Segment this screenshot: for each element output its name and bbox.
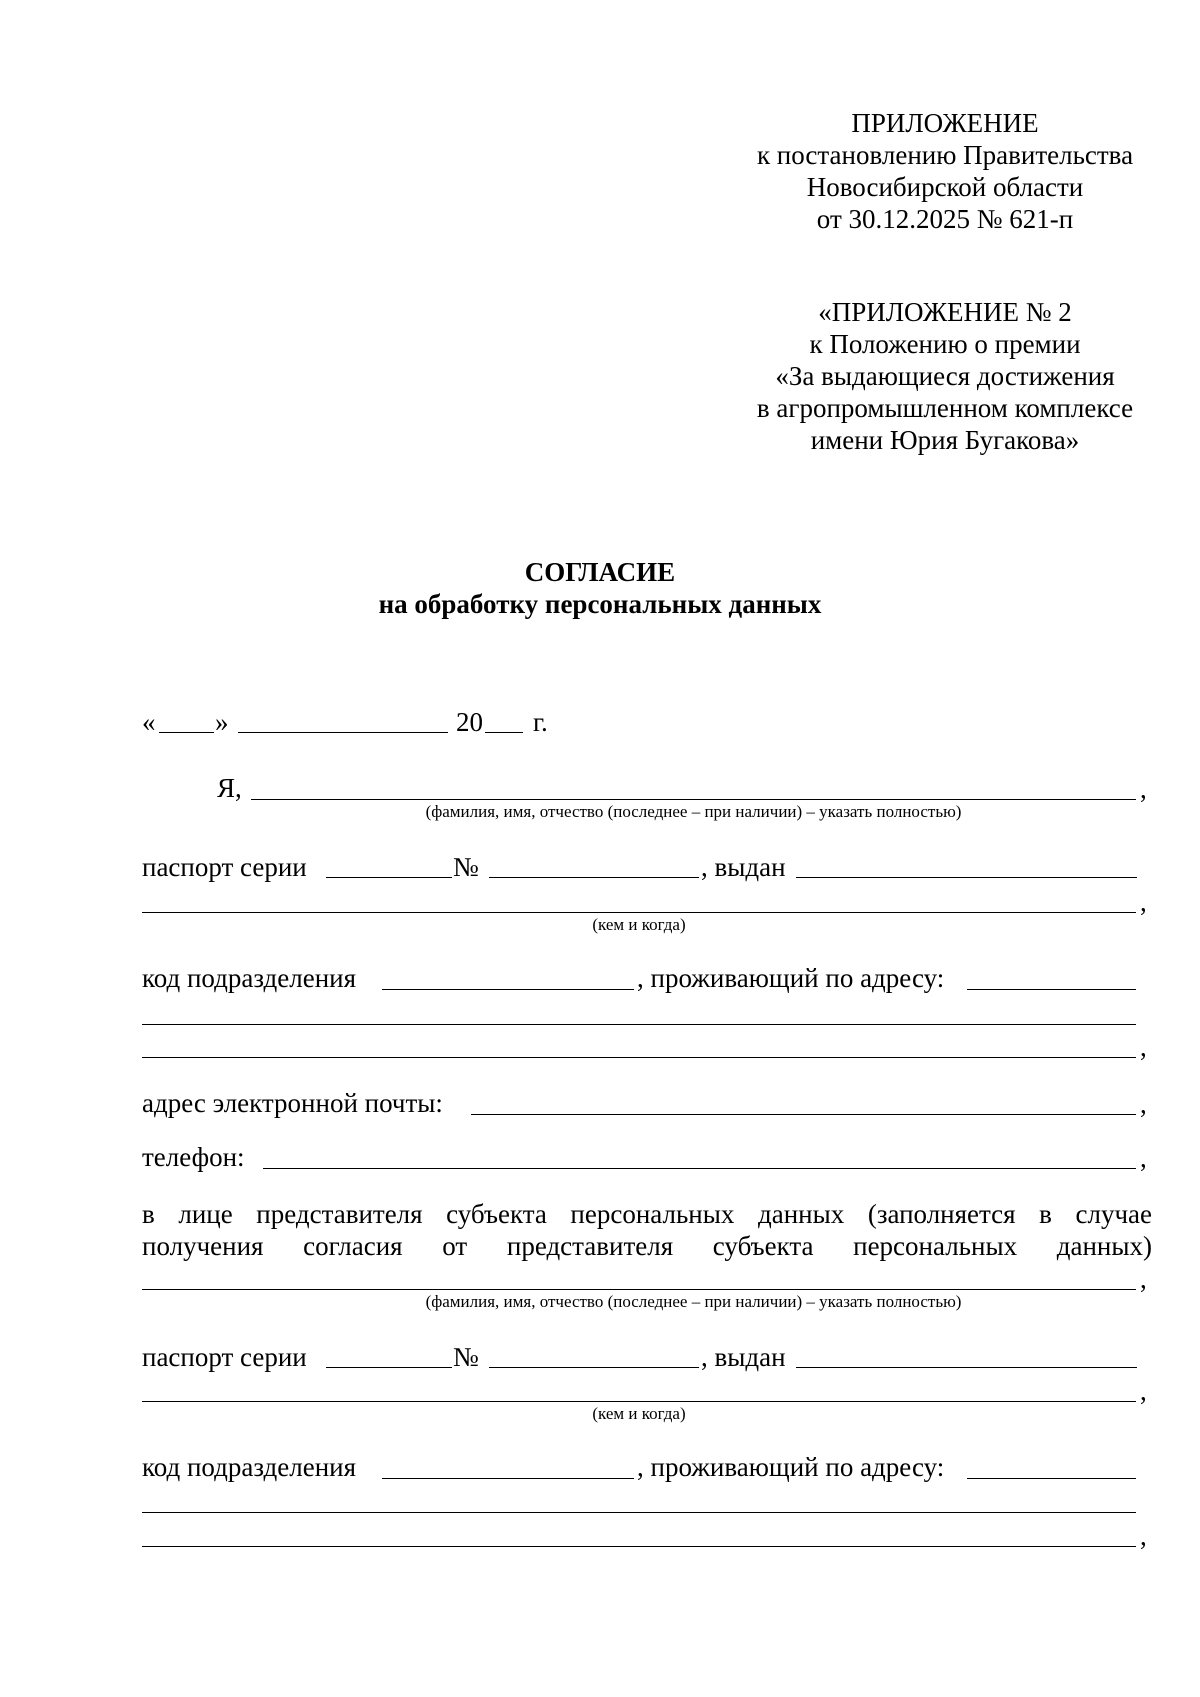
passport-issued-label: , выдан bbox=[701, 852, 786, 882]
rep-passport-issued-by-field[interactable] bbox=[142, 1401, 1136, 1402]
appendix-line-resolution: к постановлению Правительства bbox=[756, 140, 1134, 170]
representative-fio-comma: , bbox=[1140, 1264, 1147, 1294]
fio-field[interactable] bbox=[251, 799, 1136, 800]
rep-division-code-label: код подразделения bbox=[142, 1452, 357, 1482]
passport-issued-by-comma: , bbox=[1140, 887, 1147, 917]
representative-fio-field[interactable] bbox=[142, 1289, 1136, 1290]
email-field[interactable] bbox=[471, 1114, 1136, 1115]
sub-appendix-line5: имени Юрия Бугакова» bbox=[810, 425, 1080, 455]
phone-comma: , bbox=[1140, 1143, 1147, 1173]
passport-number-label: № bbox=[453, 852, 479, 882]
rep-issued-by-caption: (кем и когда) bbox=[592, 1404, 686, 1423]
appendix-line-date-number: от 30.12.2025 № 621-п bbox=[816, 204, 1074, 234]
document-title bbox=[0, 556, 1200, 620]
appendix-header bbox=[745, 107, 1145, 235]
address-field-2[interactable] bbox=[142, 1024, 1136, 1025]
representative-fio-caption: (фамилия, имя, отчество (последнее – при наличии) – указать полностью) bbox=[425, 1292, 962, 1311]
title-sub: на обработку персональных данных bbox=[378, 589, 822, 619]
rep-passport-number-label: № bbox=[453, 1342, 479, 1372]
rep-address-field-1[interactable] bbox=[967, 1478, 1136, 1479]
sub-appendix-line4: в агропромышленном комплексе bbox=[756, 393, 1134, 423]
appendix-title: ПРИЛОЖЕНИЕ bbox=[851, 108, 1039, 138]
date-year-suffix: г. bbox=[533, 707, 548, 737]
email-label: адрес электронной почты: bbox=[142, 1088, 443, 1118]
date-close-quote: » bbox=[215, 707, 229, 737]
rep-passport-issued-label: , выдан bbox=[701, 1342, 786, 1372]
fio-caption: (фамилия, имя, отчество (последнее – при наличии) – указать полностью) bbox=[425, 802, 962, 821]
sub-appendix-title: «ПРИЛОЖЕНИЕ № 2 bbox=[818, 297, 1072, 327]
rep-passport-issued-by-comma: , bbox=[1140, 1376, 1147, 1406]
representative-line-1: в лице представителя субъекта персональных данных (заполняется в случае bbox=[142, 1199, 1152, 1229]
sub-appendix-header bbox=[745, 296, 1145, 456]
sub-appendix-line3: «За выдающиеся достижения bbox=[775, 361, 1115, 391]
rep-passport-issued-field[interactable] bbox=[796, 1367, 1137, 1368]
date-month-field[interactable] bbox=[238, 732, 448, 733]
phone-field[interactable] bbox=[263, 1168, 1136, 1169]
passport-issued-by-field[interactable] bbox=[142, 912, 1136, 913]
phone-label: телефон: bbox=[142, 1142, 245, 1172]
date-year-field[interactable] bbox=[485, 732, 523, 733]
fio-comma: , bbox=[1140, 774, 1147, 804]
rep-address-comma: , bbox=[1140, 1521, 1147, 1551]
passport-series-field[interactable] bbox=[326, 877, 452, 878]
rep-address-field-3[interactable] bbox=[142, 1546, 1136, 1547]
division-code-label: код подразделения bbox=[142, 963, 357, 993]
sub-appendix-line2: к Положению о премии bbox=[809, 329, 1081, 359]
rep-passport-series-label: паспорт серии bbox=[142, 1342, 307, 1372]
representative-text bbox=[142, 1198, 1152, 1262]
representative-line-2: получения согласия от представителя субъекта персональных данных) bbox=[142, 1231, 1152, 1261]
rep-division-code-field[interactable] bbox=[382, 1478, 634, 1479]
email-comma: , bbox=[1140, 1089, 1147, 1119]
appendix-line-region: Новосибирской области bbox=[806, 172, 1084, 202]
issued-by-caption: (кем и когда) bbox=[592, 915, 686, 934]
address-field-3[interactable] bbox=[142, 1057, 1136, 1058]
rep-residing-label: , проживающий по адресу: bbox=[637, 1452, 945, 1482]
rep-passport-number-field[interactable] bbox=[489, 1367, 699, 1368]
rep-passport-series-field[interactable] bbox=[326, 1367, 452, 1368]
residing-label: , проживающий по адресу: bbox=[637, 963, 945, 993]
passport-number-field[interactable] bbox=[489, 877, 699, 878]
date-day-field[interactable] bbox=[159, 732, 214, 733]
address-field-1[interactable] bbox=[967, 989, 1136, 990]
passport-series-label: паспорт серии bbox=[142, 852, 307, 882]
title-main: СОГЛАСИЕ bbox=[524, 557, 676, 587]
date-year-prefix: 20 bbox=[456, 707, 483, 737]
ya-label: Я, bbox=[217, 773, 242, 803]
date-open-quote: « bbox=[142, 707, 156, 737]
passport-issued-field[interactable] bbox=[796, 877, 1137, 878]
division-code-field[interactable] bbox=[382, 989, 634, 990]
rep-address-field-2[interactable] bbox=[142, 1512, 1136, 1513]
address-comma: , bbox=[1140, 1032, 1147, 1062]
